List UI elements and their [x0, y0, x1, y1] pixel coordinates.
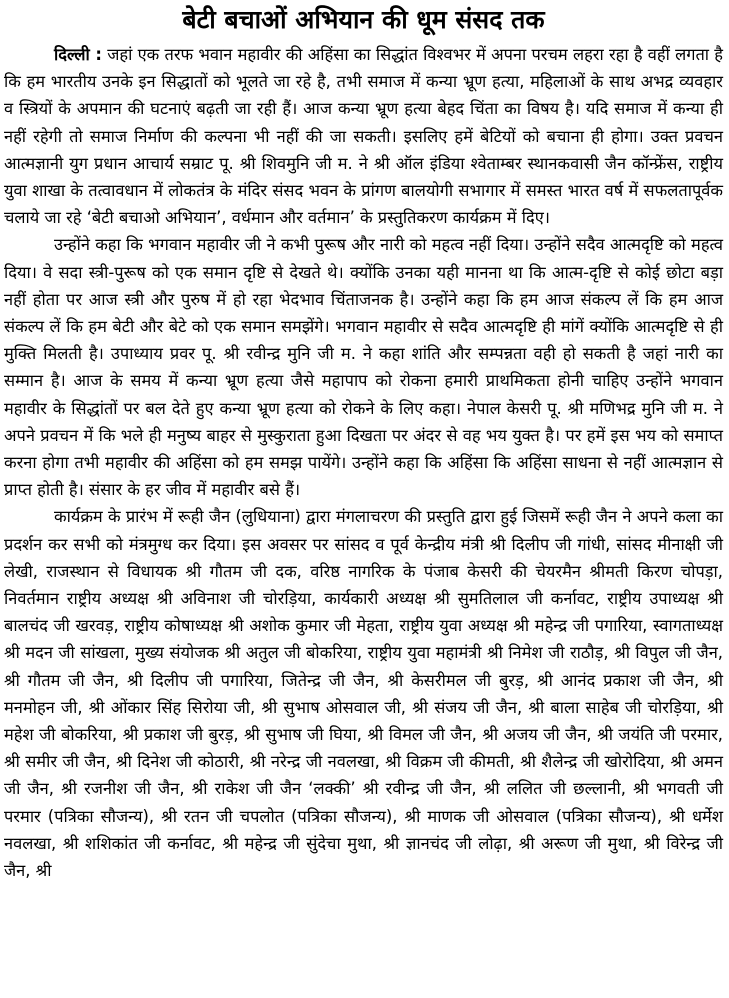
- paragraph-1-text: जहां एक तरफ भवान महावीर की अहिंसा का सिद्धांत विश्वभर में अपना परचम लहरा रहा है वहीं लगता है कि हम भारतीय उनके इन सिद्धातों को भूलते जा रहे है, तभी समाज में कन्या भ्रूण हत्या, महिलाओं के साथ अभद्र व्यवहार व स्त्रियों के अपमान की घटनाएं बढ़ती जा रही हैं। आज कन्या भ्रूण हत्या बेहद चिंता का विषय है। यदि समाज में कन्या ही नहीं रहेगी तो समाज निर्माण की कल्पना भी नहीं की जा सकती। इसलिए हमें बेटियों को बचाना ही होगा। उक्त प्रवचन आत्मज्ञानी युग प्रधान आचार्य सम्राट पू. श्री शिवमुनि जी म. ने श्री ऑल इंडिया श्वेताम्बर स्थानकवासी जैन कॉन्फ्रेंस, राष्ट्रीय युवा शाखा के तत्वावधान में लोकतंत्र के मंदिर संसद भवन के प्रांगण बालयोगी सभागार में समस्त भारत वर्ष में सफलतापूर्वक चलाये जा रहे ‘बेटी बचाओ अभियान’, वर्धमान और वर्तमान’ के प्रस्तुतिकरण कार्यक्रम में दिए।: [4, 45, 723, 228]
- dateline: दिल्ली :: [54, 45, 102, 64]
- article-paragraph-2: उन्होंने कहा कि भगवान महावीर जी ने कभी पुरूष और नारी को महत्व नहीं दिया। उन्होंने सदैव आत्मदृष्टि को महत्व दिया। वे सदा स्त्री-पुरूष को एक समान दृष्टि से देखते थे। क्योंकि उनका यही मानना था कि आत्म-दृष्टि से कोई छोटा बड़ा नहीं होता पर आज स्त्री और पुरुष में हो रहा भेदभाव चिंताजनक है। उन्होंने कहा कि हम आज संकल्प लें कि हम आज संकल्प लें कि हम बेटी और बेटे को एक समान समझेंगे। भगवान महावीर से सदैव आत्मदृष्टि ही मांगें क्योंकि आत्मदृष्टि से ही मुक्ति मिलती है। उपाध्याय प्रवर पू. श्री रवीन्द्र मुनि जी म. ने कहा शांति और सम्पन्नता वही हो सकती है जहां नारी का सम्मान है। आज के समय में कन्या भ्रूण हत्या जैसे महापाप को रोकना हमारी प्राथमिकता होनी चाहिए उन्होंने भगवान महावीर के सिद्धांतों पर बल देते हुए कन्या भ्रूण हत्या को रोकने के लिए कहा। नेपाल केसरी पू. श्री मणिभद्र मुनि जी म. ने अपने प्रवचन में कि भले ही मनुष्य बाहर से मुस्कुराता हुआ दिखता पर अंदर से वह भय युक्त है। पर हमें इस भय को समाप्त करना होगा तभी महावीर की अहिंसा को हम समझ पायेंगे। उन्होंने कहा कि अहिंसा कि अहिंसा साधना से नहीं आत्मज्ञान से प्राप्त होती है। संसार के हर जीव में महावीर बसे हैं।: [4, 235, 723, 500]
- article-paragraph-3: कार्यक्रम के प्रारंभ में रूही जैन (लुधियाना) द्वारा मंगलाचरण की प्रस्तुति द्वारा हुई जिसमें रूही जैन ने अपने कला का प्रदर्शन कर सभी को मंत्रमुग्ध कर दिया। इस अवसर पर सांसद व पूर्व केन्द्रीय मंत्री श्री दिलीप जी गांधी, सांसद मीनाक्षी जी लेखी, राजस्थान से विधायक श्री गौतम जी दक, वरिष्ठ नागरिक के पंजाब केसरी की चेयरमैन श्रीमती किरण चोपड़ा, निवर्तमान राष्ट्रीय अध्यक्ष श्री अविनाश जी चोरड़िया, कार्यकारी अध्यक्ष श्री सुमतिलाल जी कर्नावट, राष्ट्रीय उपाध्यक्ष श्री बालचंद जी खरवड़, राष्ट्रीय कोषाध्यक्ष श्री अशोक कुमार जी मेहता, राष्ट्रीय युवा अध्यक्ष श्री महेन्द्र जी पगारिया, स्वागताध्यक्ष श्री मदन जी सांखला, मुख्य संयोजक श्री अतुल जी बोकरिया, राष्ट्रीय युवा महामंत्री श्री निमेश जी राठौड़, श्री विपुल जी जैन, श्री गौतम जी जैन, श्री दिलीप जी पगारिया, जितेन्द्र जी जैन, श्री केसरीमल जी बुरड़, श्री आनंद प्रकाश जी जैन, श्री मनमोहन जी, श्री ओंकार सिंह सिरोया जी, श्री सुभाष ओसवाल जी, श्री संजय जी जैन, श्री बाला साहेब जी चोरड़िया, श्री महेश जी बोकरिया, श्री प्रकाश जी बुरड़, श्री सुभाष जी घिया, श्री विमल जी जैन, श्री अजय जी जैन, श्री जयंति जी परमार, श्री समीर जी जैन, श्री दिनेश जी कोठारी, श्री नरेन्द्र जी नवलखा, श्री विक्रम जी कीमती, श्री शैलेन्द्र जी खोरोदिया, श्री अमन जी जैन, श्री रजनीश जी जैन, श्री राकेश जी जैन ‘लक्की’ श्री रवीन्द्र जी जैन, श्री ललित जी छल्लानी, श्री भगवती जी परमार (पत्रिका सौजन्य), श्री रतन जी चपलोत (पत्रिका सौजन्य), श्री माणक जी ओसवाल (पत्रिका सौजन्य), श्री धर्मेश नवलखा, श्री शशिकांत जी कर्नावट, श्री महेन्द्र जी सुंदेचा मुथा, श्री ज्ञानचंद जी लोढ़ा, श्री अरूण जी मुथा, श्री विरेन्द्र जी जैन, श्री: [4, 507, 723, 881]
- article-paragraph-1: [4, 41, 723, 231]
- article-headline: बेटी बचाओं अभियान की धूम संसद तक: [182, 5, 545, 34]
